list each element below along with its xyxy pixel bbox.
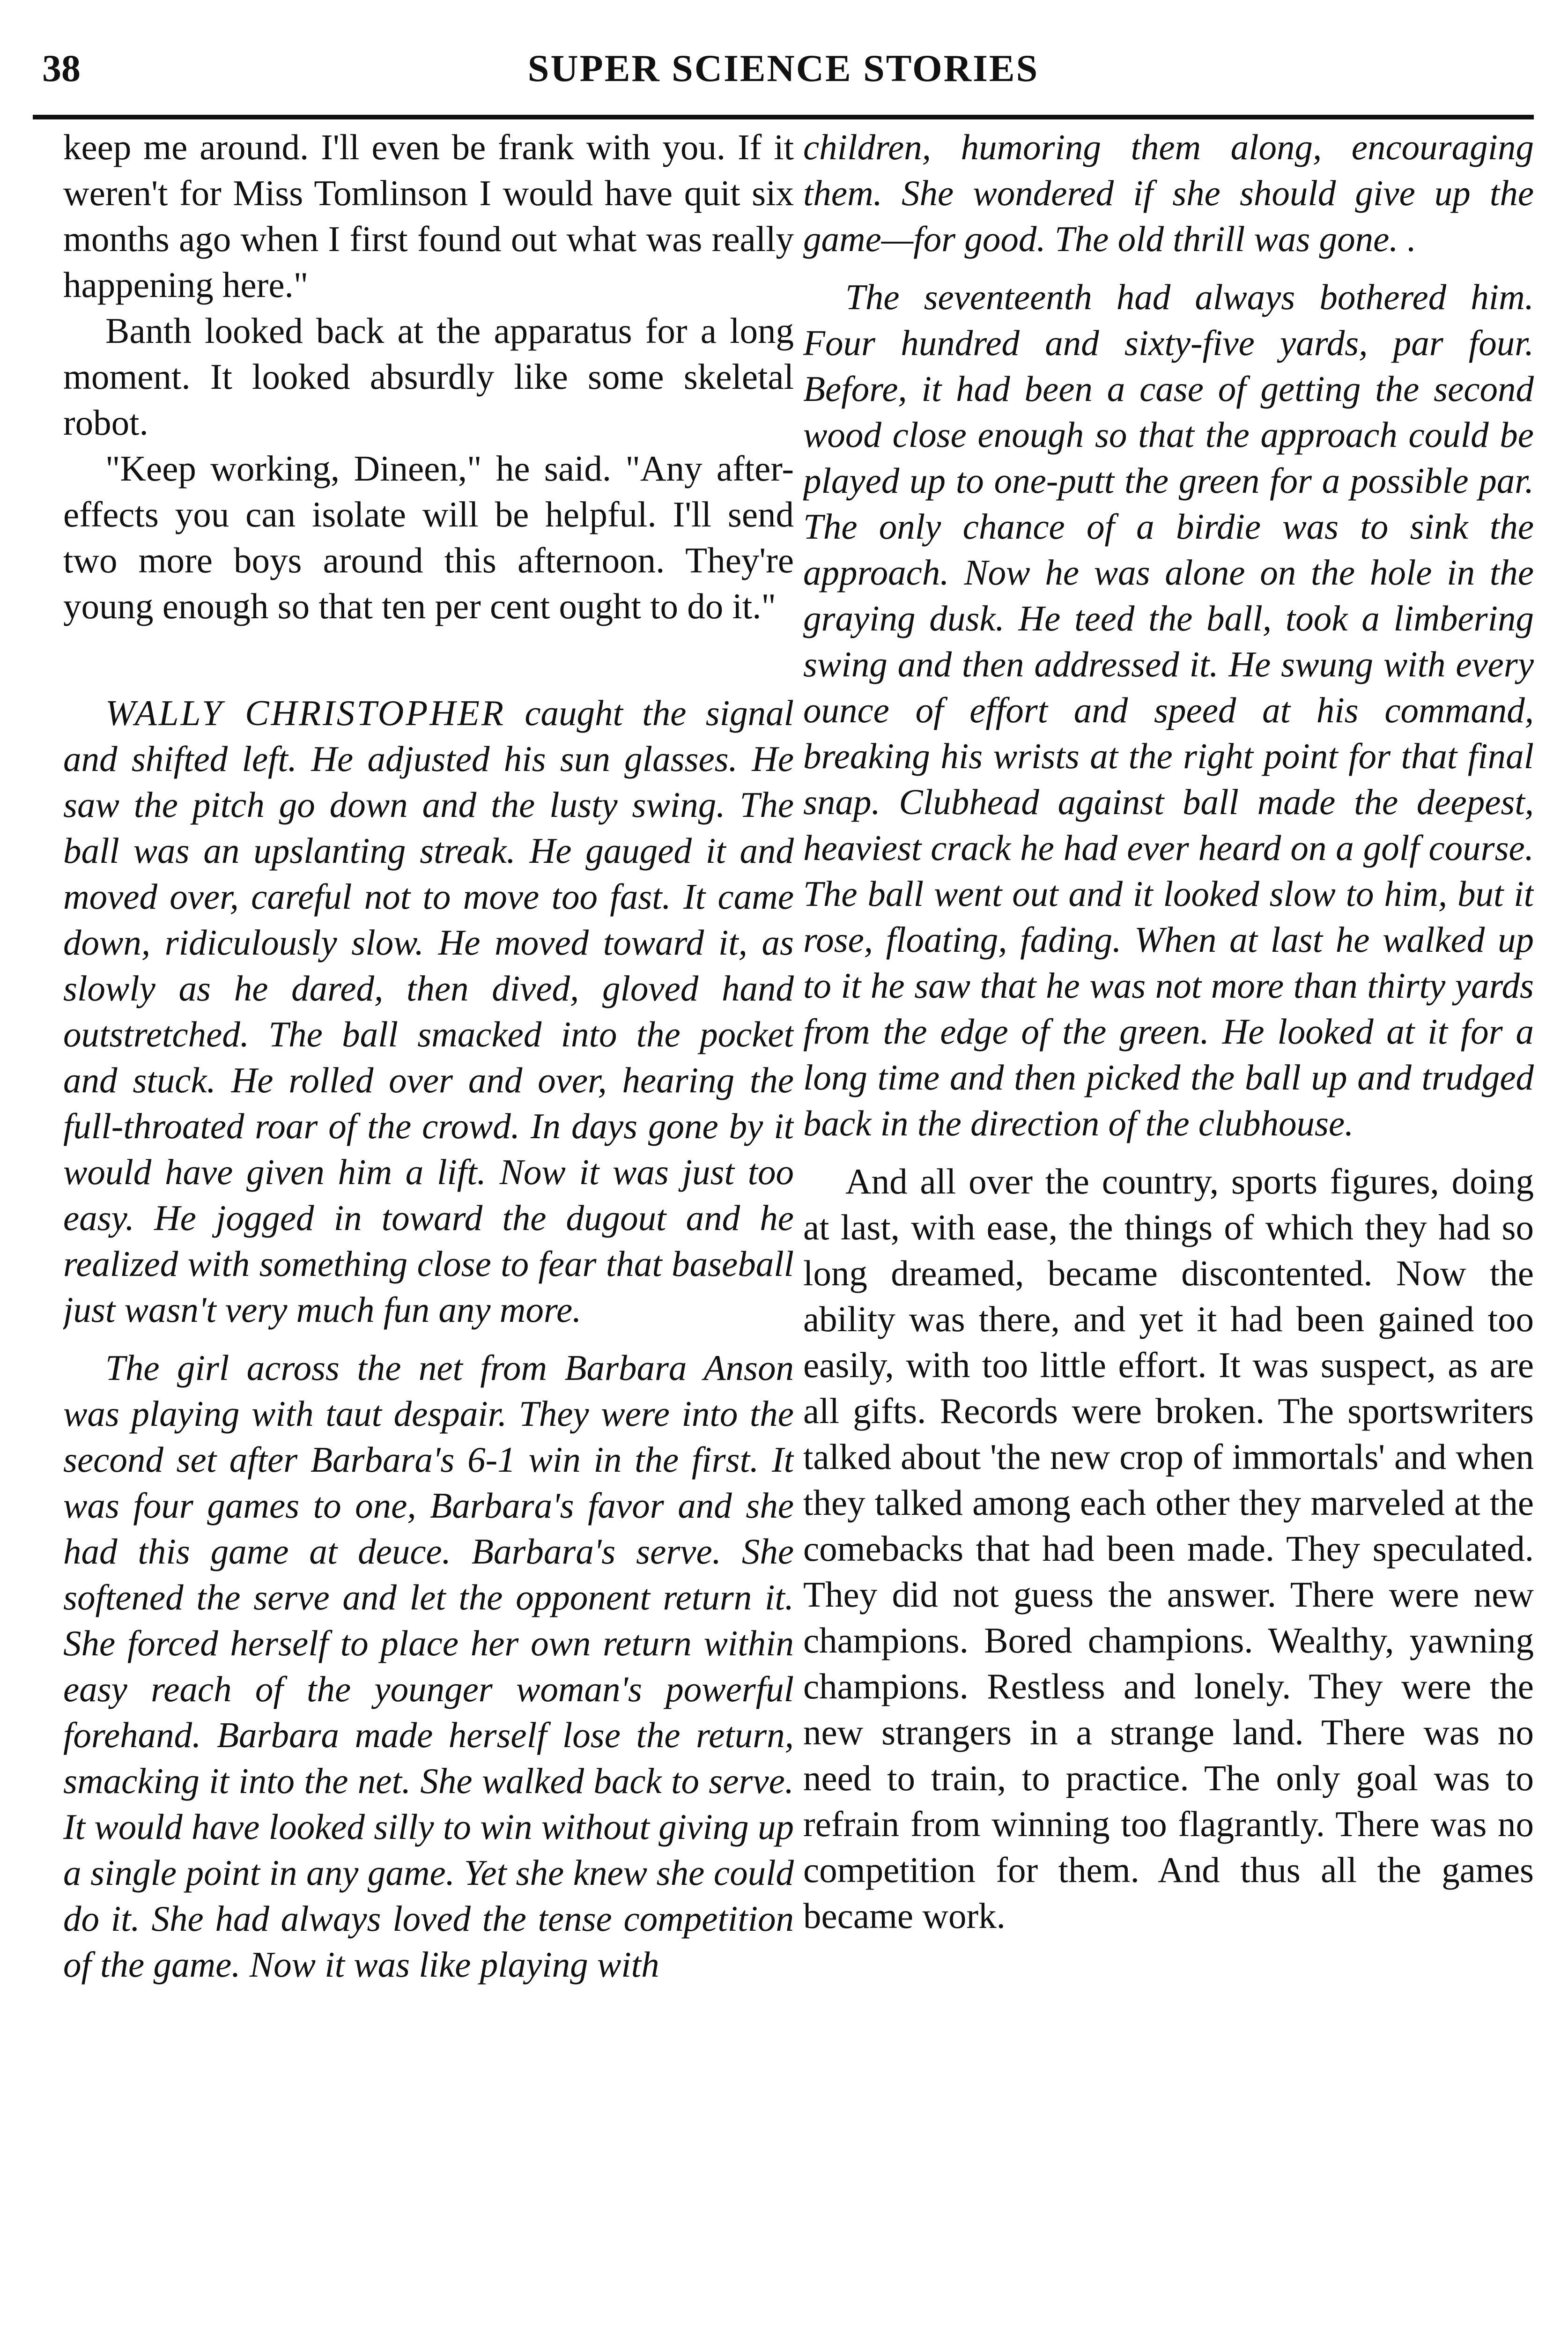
- running-head: SUPER SCIENCE STORIES: [527, 47, 1039, 89]
- paragraph: children, humoring them along, encouraging them. She wondered if she should give up the game—for good. The old thrill was gone. .: [803, 127, 1534, 259]
- paragraph: The girl across the net from Barbara Anson was playing with taut despair. They were into the second set after Barbara's 6-1 win in the first. It was four games to one, Barbara's favor and she had this game at deuce. Barbara's serve. She softened the serve and let the opponent return it. She forced herself to place her own return within easy reach of the younger woman's powerful forehand. Barbara made herself lose the return, smacking it into the net. She walked back to serve. It would have looked silly to win without giving up a single point in any game. Yet she knew she could do it. She had always loved the tense competition of the game. Now it was like playing with: [63, 1348, 794, 1985]
- paragraph: And all over the country, sports figures, doing at last, with ease, the things of which they had so long dreamed, became discontented. Now the ability was there, and yet it had been gained too easily, with too little effort. It was suspect, as are all gifts. Records were broken. The sportswriters talked about 'the new crop of immortals' and when they talked among each other they marveled at the comebacks that had been made. They speculated. They did not guess the answer. There were new champions. Bored champions. Wealthy, yawning champions. Restless and lonely. They were the new strangers in a strange land. There was no need to train, to practice. The only goal was to refrain from winning too flagrantly. There was no competition for them. And thus all the games became work.: [803, 1161, 1534, 1936]
- paragraph-scene-break: [63, 690, 794, 1333]
- paragraph: The seventeenth had always bothered him. Four hundred and sixty-five yards, par four. Before, it had been a case of getting the second wood close enough so that the approach could be played up to one-putt the green for a possible par. The only chance of a birdie was to sink the approach. Now he was alone on the hole in the graying dusk. He teed the ball, took a limbering swing and then addressed it. He swung with every ounce of effort and speed at his command, breaking his wrists at the right point for that final snap. Clubhead against ball made the deepest, heaviest crack he had ever heard on a golf course. The ball went out and it looked slow to him, but it rose, floating, fading. When at last he walked up to it he saw that he was not more than thirty yards from the edge of the green. He looked at it for a long time and then picked the ball up and trudged back in the direction of the clubhouse.: [803, 277, 1534, 1143]
- paragraph: keep me around. I'll even be frank with you. If it weren't for Miss Tomlinson I would have quit six months ago when I first found out what was really happening here.": [63, 127, 794, 305]
- paragraph: Banth looked back at the apparatus for a long moment. It looked absurdly like some skeletal robot.: [63, 311, 794, 443]
- right-column: [803, 124, 1534, 2342]
- left-column: [63, 124, 794, 2342]
- paragraph-text: caught the signal and shifted left. He adjusted his sun glasses. He saw the pitch go down and the lusty swing. The ball was an upslanting streak. He gauged it and moved over, careful not to move too fast. It came down, ridiculously slow. He moved toward it, as slowly as he dared, then dived, gloved hand outstretched. The ball smacked into the pocket and stuck. He rolled over and over, hearing the full-throated roar of the crowd. In days gone by it would have given him a lift. Now it was just too easy. He jogged in toward the dugout and he realized with something close to fear that baseball just wasn't very much fun any more.: [63, 693, 794, 1330]
- paragraph: "Keep working, Dineen," he said. "Any after-effects you can isolate will be helpful. I'll send two more boys around this afternoon. They're young enough so that ten per cent ought to do it.": [63, 448, 794, 626]
- scene-lead-name: WALLY CHRISTOPHER: [105, 693, 505, 733]
- page-header: [33, 44, 1534, 119]
- page-number: 38: [42, 47, 81, 89]
